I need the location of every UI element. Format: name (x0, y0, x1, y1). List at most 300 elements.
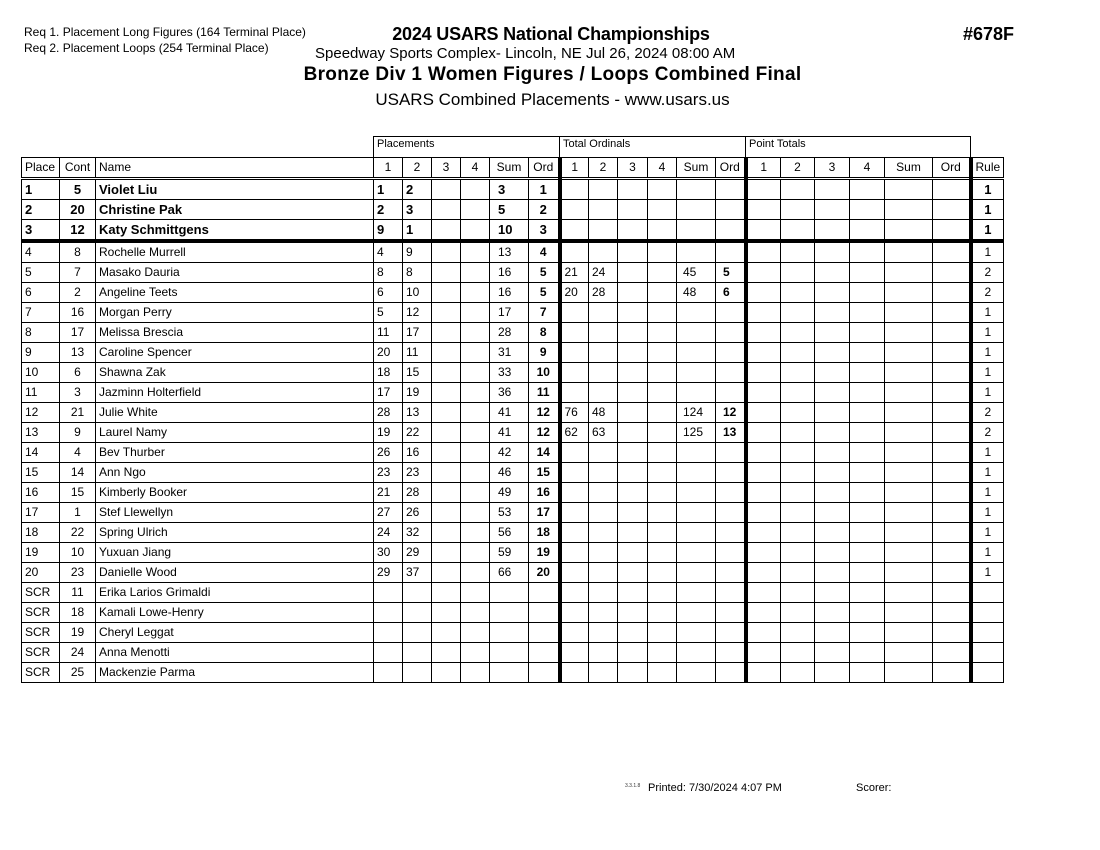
cell-points-4 (850, 423, 885, 443)
cell-place: 8 (22, 323, 60, 343)
cell-placement-1: 23 (374, 463, 403, 483)
cell-ordinal-ord (716, 343, 746, 363)
cell-ordinal-1 (560, 179, 589, 200)
cell-points-3 (815, 643, 850, 663)
cell-ordinal-2 (589, 323, 618, 343)
table-row (22, 283, 1004, 303)
printed-timestamp: Printed: 7/30/2024 4:07 PM (648, 782, 782, 794)
col-placement-1: 1 (374, 158, 403, 179)
cell-ordinal-4 (648, 663, 677, 683)
cell-ordinal-sum (677, 323, 716, 343)
cell-rule (971, 583, 1004, 603)
cell-points-3 (815, 543, 850, 563)
cell-placement-4 (461, 443, 490, 463)
cell-ordinal-ord (716, 603, 746, 623)
cell-ordinal-ord (716, 523, 746, 543)
table-row (22, 220, 1004, 242)
cell-place: SCR (22, 623, 60, 643)
cell-points-4 (850, 283, 885, 303)
cell-points-3 (815, 383, 850, 403)
cell-ordinal-3 (618, 503, 648, 523)
cell-placement-1: 28 (374, 403, 403, 423)
cell-cont: 7 (60, 263, 96, 283)
cell-rule: 2 (971, 403, 1004, 423)
col-points-4: 4 (850, 158, 885, 179)
cell-ordinal-4 (648, 363, 677, 383)
cell-place: 19 (22, 543, 60, 563)
cell-ordinal-sum (677, 663, 716, 683)
cell-rule: 1 (971, 563, 1004, 583)
cell-points-sum (885, 403, 933, 423)
cell-placement-sum: 46 (490, 463, 529, 483)
cell-points-3 (815, 623, 850, 643)
cell-points-ord (933, 643, 971, 663)
cell-points-1 (746, 583, 781, 603)
cell-ordinal-ord (716, 643, 746, 663)
cell-cont: 17 (60, 323, 96, 343)
cell-points-1 (746, 463, 781, 483)
cell-points-1 (746, 663, 781, 683)
cell-points-4 (850, 603, 885, 623)
cell-place: 11 (22, 383, 60, 403)
cell-points-3 (815, 263, 850, 283)
cell-ordinal-2: 48 (589, 403, 618, 423)
cell-place: 10 (22, 363, 60, 383)
cell-rule: 2 (971, 423, 1004, 443)
cell-points-4 (850, 363, 885, 383)
cell-ordinal-ord: 6 (716, 283, 746, 303)
table-row (22, 543, 1004, 563)
cell-points-1 (746, 443, 781, 463)
table-row (22, 663, 1004, 683)
cell-name: Kamali Lowe-Henry (96, 603, 374, 623)
cell-rule (971, 663, 1004, 683)
cell-points-2 (781, 241, 815, 263)
cell-points-4 (850, 463, 885, 483)
cell-ordinal-sum: 48 (677, 283, 716, 303)
table-row (22, 483, 1004, 503)
cell-points-3 (815, 563, 850, 583)
cell-points-2 (781, 663, 815, 683)
cell-name: Morgan Perry (96, 303, 374, 323)
cell-placement-1: 20 (374, 343, 403, 363)
cell-ordinal-sum: 125 (677, 423, 716, 443)
cell-ordinal-sum (677, 523, 716, 543)
cell-placement-3 (432, 503, 461, 523)
table-row (22, 363, 1004, 383)
cell-ordinal-3 (618, 283, 648, 303)
cell-placement-1: 30 (374, 543, 403, 563)
cell-points-1 (746, 323, 781, 343)
cell-placement-3 (432, 623, 461, 643)
cell-points-2 (781, 179, 815, 200)
cell-points-3 (815, 403, 850, 423)
cell-points-ord (933, 523, 971, 543)
cell-rule: 1 (971, 200, 1004, 220)
cell-points-3 (815, 363, 850, 383)
cell-placement-4 (461, 283, 490, 303)
cell-points-2 (781, 463, 815, 483)
cell-points-3 (815, 343, 850, 363)
cell-points-4 (850, 303, 885, 323)
col-placement-3: 3 (432, 158, 461, 179)
version-tag: 3.3.1.8 (625, 783, 641, 789)
cell-placement-2: 2 (403, 179, 432, 200)
cell-ordinal-1 (560, 523, 589, 543)
cell-points-3 (815, 241, 850, 263)
cell-placement-4 (461, 643, 490, 663)
cell-ordinal-1 (560, 383, 589, 403)
cell-placement-sum: 16 (490, 283, 529, 303)
cell-ordinal-ord (716, 503, 746, 523)
table-row (22, 463, 1004, 483)
cell-placement-ord: 17 (529, 503, 560, 523)
cell-rule (971, 623, 1004, 643)
col-points-ord: Ord (933, 158, 971, 179)
cell-placement-2: 8 (403, 263, 432, 283)
cell-placement-sum: 16 (490, 263, 529, 283)
cell-points-2 (781, 343, 815, 363)
cell-points-2 (781, 263, 815, 283)
cell-points-2 (781, 643, 815, 663)
cell-points-4 (850, 263, 885, 283)
cell-placement-3 (432, 383, 461, 403)
cell-place: 5 (22, 263, 60, 283)
table-row (22, 423, 1004, 443)
cell-points-ord (933, 583, 971, 603)
cell-points-ord (933, 463, 971, 483)
cell-ordinal-4 (648, 483, 677, 503)
cell-ordinal-3 (618, 523, 648, 543)
cell-placement-1: 6 (374, 283, 403, 303)
cell-points-3 (815, 283, 850, 303)
col-placement-ord: Ord (529, 158, 560, 179)
cell-ordinal-1 (560, 443, 589, 463)
cell-points-1 (746, 523, 781, 543)
cell-ordinal-3 (618, 583, 648, 603)
cell-points-ord (933, 220, 971, 242)
cell-ordinal-1 (560, 543, 589, 563)
cell-ordinal-ord: 13 (716, 423, 746, 443)
cell-placement-4 (461, 663, 490, 683)
cell-placement-3 (432, 443, 461, 463)
cell-placement-1: 4 (374, 241, 403, 263)
cell-ordinal-sum (677, 463, 716, 483)
cell-points-4 (850, 563, 885, 583)
cell-ordinal-1 (560, 323, 589, 343)
cell-points-4 (850, 383, 885, 403)
cell-placement-sum: 66 (490, 563, 529, 583)
cell-ordinal-2 (589, 443, 618, 463)
cell-name: Anna Menotti (96, 643, 374, 663)
cell-ordinal-4 (648, 303, 677, 323)
cell-points-2 (781, 220, 815, 242)
cell-ordinal-1 (560, 503, 589, 523)
cell-points-3 (815, 443, 850, 463)
cell-placement-4 (461, 563, 490, 583)
cell-ordinal-2 (589, 383, 618, 403)
cell-ordinal-sum: 124 (677, 403, 716, 423)
cell-rule: 2 (971, 263, 1004, 283)
cell-placement-ord: 20 (529, 563, 560, 583)
cell-points-ord (933, 179, 971, 200)
cell-ordinal-4 (648, 603, 677, 623)
cell-ordinal-4 (648, 423, 677, 443)
cell-ordinal-2 (589, 179, 618, 200)
cell-points-sum (885, 179, 933, 200)
cell-cont: 24 (60, 643, 96, 663)
cell-points-3 (815, 483, 850, 503)
event-title: Bronze Div 1 Women Figures / Loops Combined Final (303, 64, 802, 85)
cell-points-sum (885, 463, 933, 483)
cell-cont: 16 (60, 303, 96, 323)
cell-ordinal-1 (560, 241, 589, 263)
col-points-sum: Sum (885, 158, 933, 179)
cell-rule: 1 (971, 363, 1004, 383)
cell-placement-3 (432, 200, 461, 220)
cell-points-2 (781, 563, 815, 583)
table-row (22, 503, 1004, 523)
cell-name: Mackenzie Parma (96, 663, 374, 683)
cell-points-sum (885, 303, 933, 323)
col-ordinal-ord: Ord (716, 158, 746, 179)
cell-ordinal-ord (716, 463, 746, 483)
cell-cont: 8 (60, 241, 96, 263)
cell-cont: 4 (60, 443, 96, 463)
cell-name: Erika Larios Grimaldi (96, 583, 374, 603)
cell-placement-2: 15 (403, 363, 432, 383)
cell-placement-ord: 12 (529, 403, 560, 423)
cell-points-3 (815, 423, 850, 443)
cell-ordinal-sum (677, 503, 716, 523)
cell-name: Jazminn Holterfield (96, 383, 374, 403)
cell-points-3 (815, 663, 850, 683)
cell-rule: 1 (971, 463, 1004, 483)
cell-placement-ord: 5 (529, 283, 560, 303)
group-blank-rule (971, 137, 1004, 158)
cell-placement-2: 23 (403, 463, 432, 483)
cell-points-4 (850, 663, 885, 683)
cell-placement-2: 22 (403, 423, 432, 443)
cell-placement-3 (432, 423, 461, 443)
table-row (22, 563, 1004, 583)
cell-ordinal-2 (589, 663, 618, 683)
cell-ordinal-1 (560, 603, 589, 623)
cell-points-2 (781, 583, 815, 603)
cell-placement-ord (529, 623, 560, 643)
cell-ordinal-ord (716, 583, 746, 603)
cell-points-4 (850, 241, 885, 263)
cell-ordinal-4 (648, 263, 677, 283)
cell-placement-sum: 3 (490, 179, 529, 200)
cell-points-ord (933, 623, 971, 643)
cell-placement-3 (432, 220, 461, 242)
col-points-2: 2 (781, 158, 815, 179)
cell-ordinal-2 (589, 583, 618, 603)
col-ordinal-2: 2 (589, 158, 618, 179)
cell-ordinal-4 (648, 563, 677, 583)
cell-rule: 1 (971, 303, 1004, 323)
cell-ordinal-3 (618, 179, 648, 200)
cell-placement-ord: 19 (529, 543, 560, 563)
table-row (22, 383, 1004, 403)
cell-ordinal-2 (589, 200, 618, 220)
cell-name: Caroline Spencer (96, 343, 374, 363)
cell-points-2 (781, 283, 815, 303)
cell-ordinal-sum (677, 623, 716, 643)
cell-name: Bev Thurber (96, 443, 374, 463)
cell-ordinal-2 (589, 623, 618, 643)
cell-points-1 (746, 623, 781, 643)
cell-cont: 10 (60, 543, 96, 563)
cell-points-sum (885, 523, 933, 543)
cell-place: 17 (22, 503, 60, 523)
cell-name: Julie White (96, 403, 374, 423)
cell-ordinal-4 (648, 523, 677, 543)
cell-points-3 (815, 200, 850, 220)
cell-ordinal-ord (716, 241, 746, 263)
cell-placement-3 (432, 663, 461, 683)
col-ordinal-3: 3 (618, 158, 648, 179)
cell-ordinal-1: 20 (560, 283, 589, 303)
cell-placement-ord (529, 643, 560, 663)
cell-ordinal-ord: 12 (716, 403, 746, 423)
cell-points-4 (850, 443, 885, 463)
cell-points-4 (850, 543, 885, 563)
cell-name: Masako Dauria (96, 263, 374, 283)
cell-ordinal-3 (618, 241, 648, 263)
cell-ordinal-ord (716, 220, 746, 242)
cell-points-ord (933, 503, 971, 523)
cell-ordinal-1: 76 (560, 403, 589, 423)
col-ordinal-4: 4 (648, 158, 677, 179)
cell-ordinal-4 (648, 503, 677, 523)
cell-points-sum (885, 220, 933, 242)
cell-rule: 1 (971, 179, 1004, 200)
cell-placement-ord: 4 (529, 241, 560, 263)
cell-placement-2: 12 (403, 303, 432, 323)
cell-placement-2: 9 (403, 241, 432, 263)
cell-ordinal-ord (716, 663, 746, 683)
cell-cont: 6 (60, 363, 96, 383)
cell-rule: 1 (971, 343, 1004, 363)
cell-cont: 25 (60, 663, 96, 683)
cell-placement-1: 26 (374, 443, 403, 463)
col-ordinal-sum: Sum (677, 158, 716, 179)
cell-placement-1: 27 (374, 503, 403, 523)
cell-placement-3 (432, 563, 461, 583)
cell-name: Rochelle Murrell (96, 241, 374, 263)
cell-ordinal-4 (648, 583, 677, 603)
table-row (22, 643, 1004, 663)
cell-ordinal-1 (560, 663, 589, 683)
cell-ordinal-2 (589, 523, 618, 543)
table-row (22, 603, 1004, 623)
col-name: Name (96, 158, 374, 179)
cell-place: 7 (22, 303, 60, 323)
cell-points-1 (746, 503, 781, 523)
group-placements: Placements (374, 137, 560, 158)
cell-placement-ord: 12 (529, 423, 560, 443)
cell-placement-ord: 7 (529, 303, 560, 323)
cell-ordinal-1: 62 (560, 423, 589, 443)
cell-points-4 (850, 403, 885, 423)
cell-placement-sum: 31 (490, 343, 529, 363)
cell-points-2 (781, 503, 815, 523)
cell-ordinal-sum (677, 220, 716, 242)
group-header-row (22, 137, 1004, 158)
cell-points-4 (850, 503, 885, 523)
cell-ordinal-3 (618, 303, 648, 323)
cell-name: Laurel Namy (96, 423, 374, 443)
cell-placement-4 (461, 363, 490, 383)
cell-placement-sum: 10 (490, 220, 529, 242)
cell-cont: 2 (60, 283, 96, 303)
cell-cont: 13 (60, 343, 96, 363)
cell-placement-sum: 36 (490, 383, 529, 403)
cell-placement-ord: 9 (529, 343, 560, 363)
cell-placement-1: 21 (374, 483, 403, 503)
table-row (22, 263, 1004, 283)
cell-placement-sum (490, 643, 529, 663)
col-placement-2: 2 (403, 158, 432, 179)
cell-placement-3 (432, 263, 461, 283)
cell-placement-1 (374, 603, 403, 623)
cell-points-2 (781, 303, 815, 323)
cell-points-sum (885, 383, 933, 403)
cell-ordinal-2 (589, 483, 618, 503)
cell-ordinal-4 (648, 463, 677, 483)
cell-ordinal-sum (677, 179, 716, 200)
cell-placement-2 (403, 583, 432, 603)
cell-points-2 (781, 200, 815, 220)
cell-ordinal-4 (648, 200, 677, 220)
cell-cont: 19 (60, 623, 96, 643)
cell-points-1 (746, 423, 781, 443)
cell-ordinal-sum (677, 363, 716, 383)
table-row (22, 523, 1004, 543)
cell-points-1 (746, 603, 781, 623)
cell-points-ord (933, 323, 971, 343)
col-ordinal-1: 1 (560, 158, 589, 179)
cell-placement-2 (403, 663, 432, 683)
cell-placement-2: 3 (403, 200, 432, 220)
cell-points-2 (781, 423, 815, 443)
cell-points-sum (885, 343, 933, 363)
cell-points-sum (885, 241, 933, 263)
cell-points-ord (933, 383, 971, 403)
cell-points-2 (781, 383, 815, 403)
col-placement-4: 4 (461, 158, 490, 179)
cell-cont: 14 (60, 463, 96, 483)
cell-points-4 (850, 583, 885, 603)
cell-points-1 (746, 179, 781, 200)
cell-rule (971, 603, 1004, 623)
cell-ordinal-3 (618, 483, 648, 503)
cell-rule: 1 (971, 503, 1004, 523)
cell-ordinal-ord (716, 200, 746, 220)
col-place: Place (22, 158, 60, 179)
results-table (21, 136, 1004, 683)
cell-ordinal-2 (589, 303, 618, 323)
cell-ordinal-2 (589, 503, 618, 523)
cell-ordinal-3 (618, 443, 648, 463)
cell-placement-sum (490, 663, 529, 683)
cell-ordinal-3 (618, 423, 648, 443)
cell-ordinal-4 (648, 343, 677, 363)
cell-name: Katy Schmittgens (96, 220, 374, 242)
cell-placement-sum: 59 (490, 543, 529, 563)
